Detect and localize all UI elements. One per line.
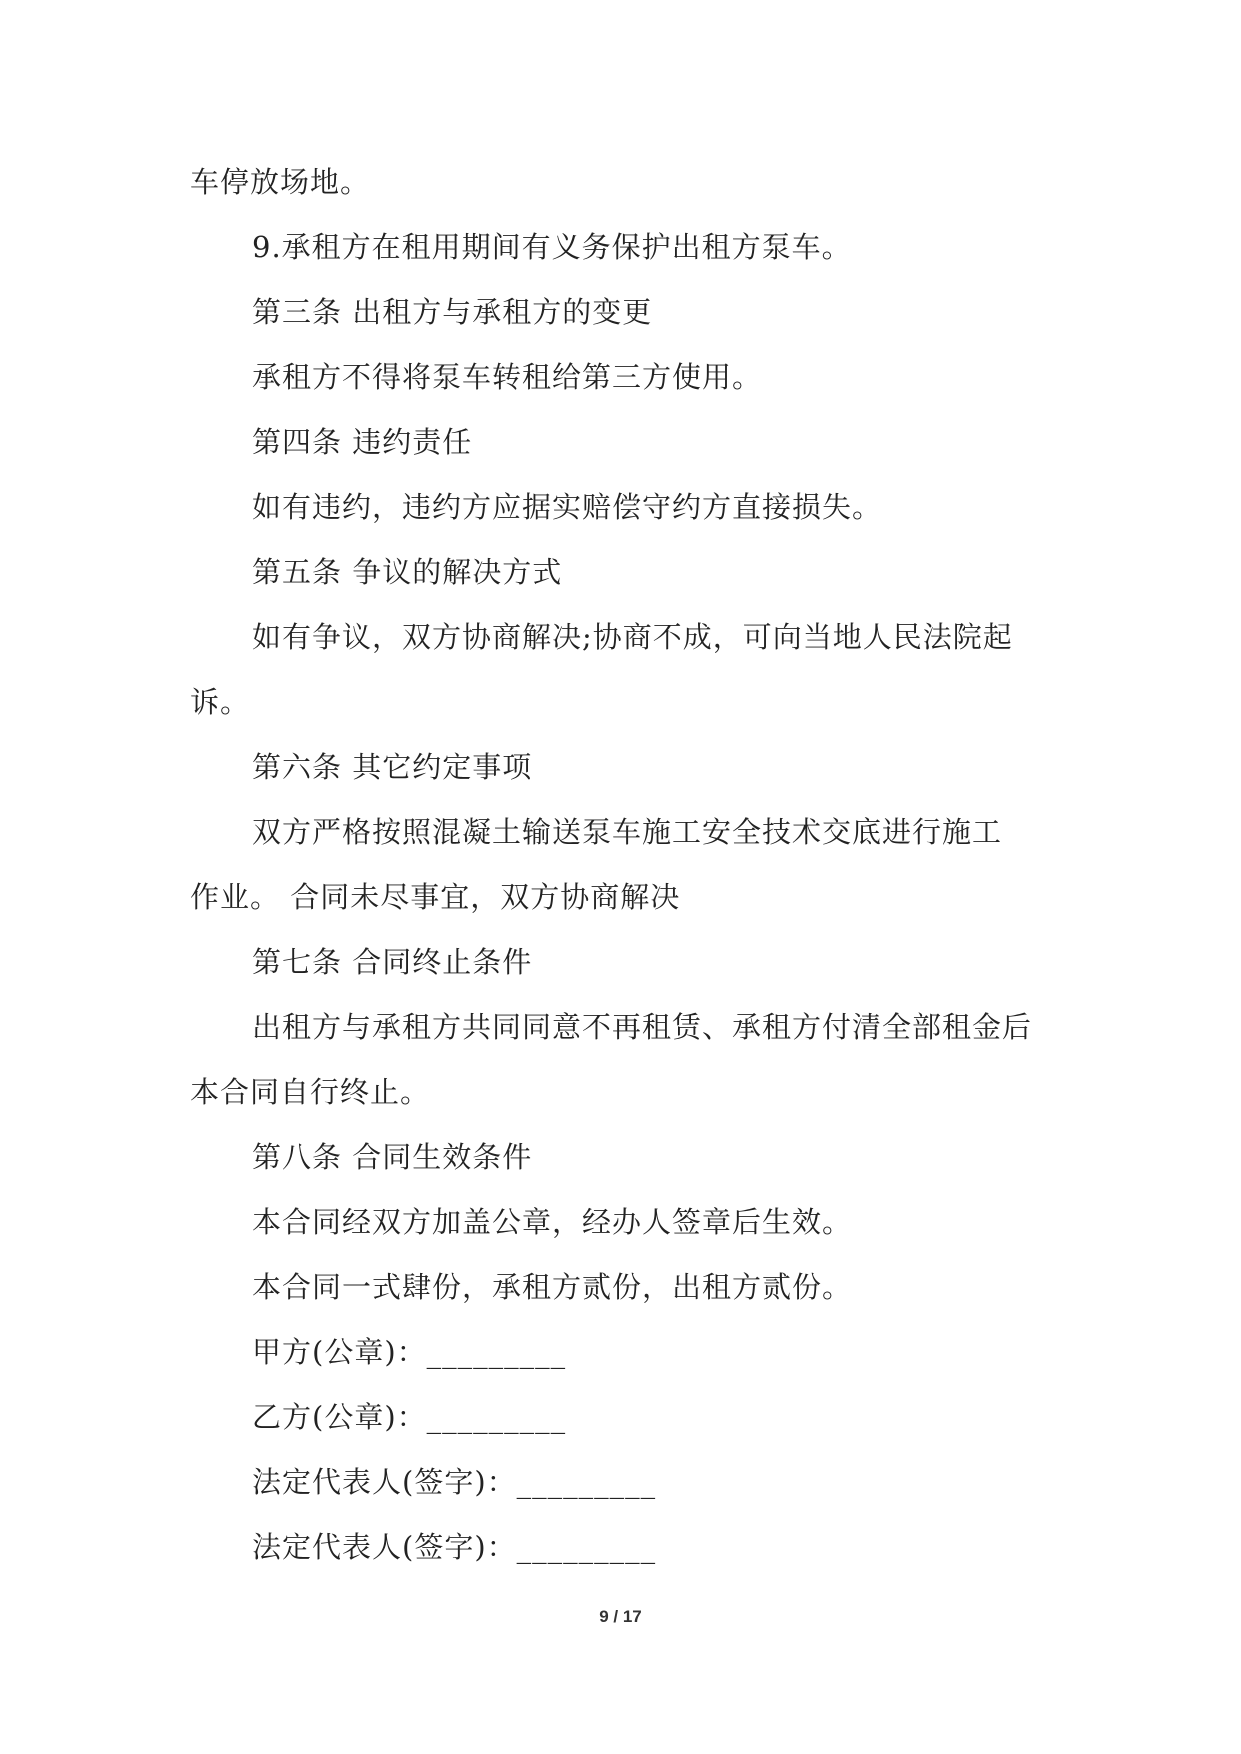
text-line: 诉。 <box>190 685 251 719</box>
section-heading: 第八条 合同生效条件 <box>252 1140 533 1174</box>
text-line: 出租方与承租方共同同意不再租赁、承租方付清全部租金后 <box>252 1010 1033 1044</box>
text-line: 本合同自行终止。 <box>190 1075 431 1109</box>
section-heading: 第六条 其它约定事项 <box>252 750 533 784</box>
text-line: 本合同一式肆份，承租方贰份，出租方贰份。 <box>252 1270 853 1304</box>
text-line: 双方严格按照混凝土输送泵车施工安全技术交底进行施工 <box>252 815 1003 849</box>
section-heading: 第五条 争议的解决方式 <box>252 555 563 589</box>
text-line: 承租方不得将泵车转租给第三方使用。 <box>252 360 763 394</box>
text-line: 如有违约，违约方应据实赔偿守约方直接损失。 <box>252 490 883 524</box>
text-line: 车停放场地。 <box>190 165 371 199</box>
signature-line-representative: 法定代表人(签字)：_________ <box>252 1530 657 1564</box>
signature-line-party-b: 乙方(公章)：_________ <box>252 1400 567 1434</box>
section-heading: 第四条 违约责任 <box>252 425 473 459</box>
text-line: 本合同经双方加盖公章，经办人签章后生效。 <box>252 1205 853 1239</box>
text-line: 如有争议，双方协商解决;协商不成，可向当地人民法院起 <box>252 620 1013 654</box>
section-heading: 第三条 出租方与承租方的变更 <box>252 295 653 329</box>
page-number: 9 / 17 <box>599 1607 642 1626</box>
text-line: 作业。 合同未尽事宜，双方协商解决 <box>190 880 681 914</box>
signature-line-representative: 法定代表人(签字)：_________ <box>252 1465 657 1499</box>
section-heading: 第七条 合同终止条件 <box>252 945 533 979</box>
signature-line-party-a: 甲方(公章)：_________ <box>252 1335 567 1369</box>
text-line: 9.承租方在租用期间有义务保护出租方泵车。 <box>252 230 852 264</box>
